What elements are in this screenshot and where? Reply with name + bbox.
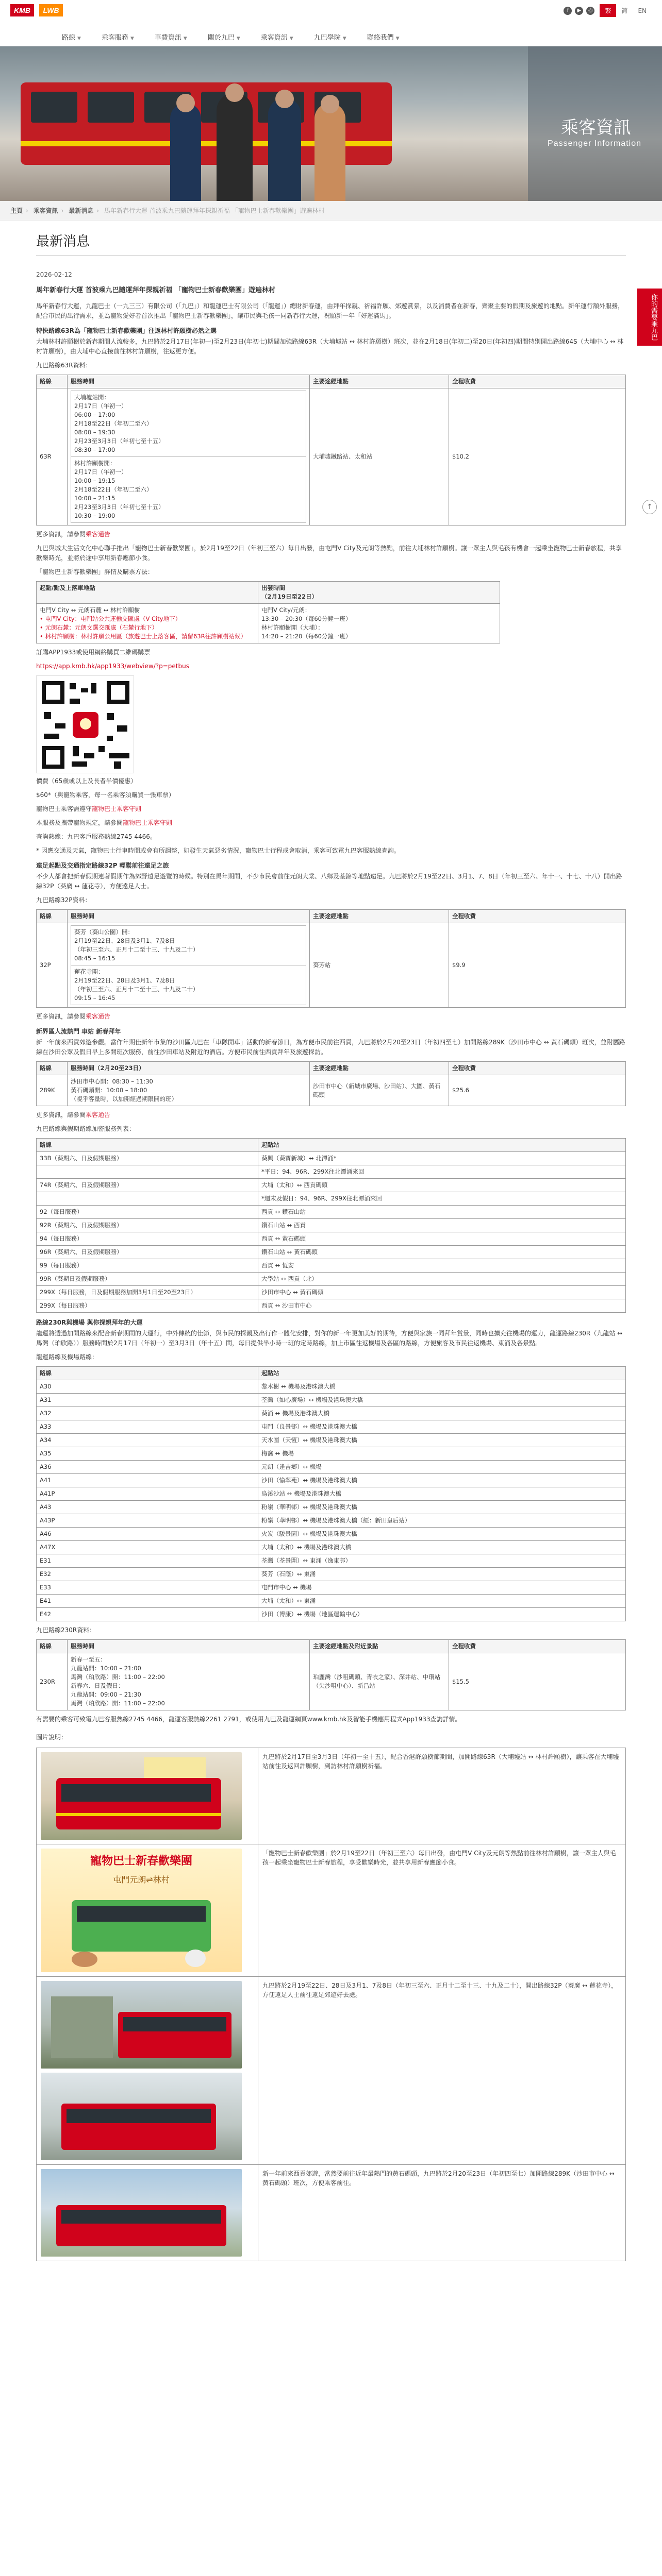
route-cell: A43P — [37, 1514, 258, 1528]
hotline-text: 查詢熱線：九巴客戶服務熱線2745 4466。 — [36, 833, 156, 840]
section-230r-heading: 路線230R與機場 與你探親拜年的大運 — [36, 1319, 143, 1326]
breadcrumb: 主頁 › 乘客資訊 › 最新消息 › 馬年新春行大運 首波乘九巴隨運拜年探親祈福 「寵物巴士新春歡樂團」遊遍林村 — [0, 201, 662, 221]
more-info-32p: 更多資訊，請參閱乘客通告 — [36, 1013, 111, 1020]
via-cell: 沙田市中心（新城市廣場、沙田站）、大圍、黃石碼頭 — [310, 1075, 449, 1106]
route-cell: A34 — [37, 1434, 258, 1447]
notice-link-32p[interactable]: 乘客通告 — [86, 1013, 111, 1020]
table-row — [37, 1286, 626, 1299]
youtube-icon[interactable]: ▶ — [575, 7, 583, 15]
table-row — [37, 1192, 626, 1206]
table-row — [37, 1273, 626, 1286]
table-header: 起點/點及上落車地點 — [37, 582, 258, 604]
top-links — [564, 4, 652, 17]
stop-cell: 葵涌 ↔ 機場及港珠澳大橋 — [258, 1407, 626, 1420]
route-cell: 63R — [37, 388, 68, 526]
route-cell: A47X — [37, 1541, 258, 1554]
more-info-63r: 更多資訊，請參閱乘客通告 — [36, 531, 111, 538]
table-header: 服務時間 — [68, 910, 310, 923]
stop-cell: 火炭（駿景園）↔ 機場及港珠澳大橋 — [258, 1528, 626, 1541]
table-header: 起點站 — [258, 1139, 626, 1152]
facebook-icon[interactable]: f — [564, 7, 572, 15]
gallery-image-cell — [37, 1844, 258, 1977]
table-header: 服務時間 — [68, 1640, 310, 1653]
logo-row — [10, 4, 63, 16]
route-cell: 299X（每日服務，日及假期服務加開3月1日至20至23日） — [37, 1286, 258, 1299]
qr-mascot-icon — [73, 712, 98, 738]
table-row — [37, 1165, 626, 1179]
nav-contact[interactable]: 聯絡我們 ▼ — [367, 34, 400, 42]
table-header: 全程收費 — [449, 375, 626, 388]
instagram-icon[interactable]: ◎ — [586, 7, 594, 15]
stop-cell: 西貢 ↔ 鑽石山站 — [258, 1206, 626, 1219]
more-info-pet: 本服務及攜帶寵物規定，請參閱寵物巴士乘客守則 — [36, 819, 173, 826]
gallery-text-63r: 九巴將於2月17日至3月3日（年初一至十五），配合香港許願樹節期間，加開路線63R（大埔墟站 ↔ 林村許願樹），讓乘客在大埔墟站前往及返回許願樹，到訪林村許願樹祈福。 — [258, 1748, 626, 1844]
pet-rules-link[interactable]: 寵物巴士乘客守則 — [92, 805, 142, 812]
stop-cell: 沙田（博康）↔ 機場（地區運輸中心） — [258, 1608, 626, 1621]
gallery-text-petbus: 「寵物巴士新春歡樂團」於2月19至22日（年初三至六）每日出發，由屯門V City及元朗等熱點前往林村許願樹，讓一眾主人與毛孩一起乘坐寵物巴士新春旅程，享受歡樂時光，並共享用新春應節小食。 — [258, 1844, 626, 1977]
bus-list-label: 九巴路線與假期路線加密服務列表： — [36, 1125, 136, 1132]
pet-routes-cell: 屯門V City ↔ 元朗石麓 ↔ 林村許願樹 • 屯門V City：屯門站公共運輸交匯處（V City地下） • 元朗石麓：元朗文選交匯處（石麓行地下） • 林村許願樹：林村許願公用區（旅遊巴士上落客區，請留63R往許願樹站候） — [37, 604, 258, 643]
nav-routes[interactable]: 路線 ▼ — [62, 34, 81, 42]
article-intro: 馬年新春行大運，九龍巴士（一九三三）有限公司（「九巴」）和龍運巴士有限公司（「龍運」）總財新春運，由拜年探親、祈福許願、郊遊賞景，以及消費者在新春，齊聚主要的假期及旅遊的地點。新年運行額外服務，配合市民的出行需求，並為寵物愛好者首次推出「寵物巴士新春歡樂團」，讓市民與毛孩一同新春行大運，祝願新一年「好運滿馬」。 — [36, 302, 624, 319]
route-cell: 299X（每日服務） — [37, 1299, 258, 1313]
route-cell: E42 — [37, 1608, 258, 1621]
qr-code[interactable] — [36, 675, 134, 773]
table-header: 路線 — [37, 375, 68, 388]
table-row — [37, 1581, 626, 1595]
stop-cell: 荃灣（荃景圍）↔ 東涌（逸東邨） — [258, 1554, 626, 1568]
notice-link-63r[interactable]: 乘客通告 — [86, 531, 111, 538]
table-header: 路線 — [37, 1062, 68, 1075]
table-row — [37, 1608, 626, 1621]
route-cell: E33 — [37, 1581, 258, 1595]
site-header — [0, 0, 662, 46]
times-cell: 新春一至五： 九龍站開：10:00 – 21:00 馬灣（珀欣路）開：11:00 – 22:00 新春六、日及假日： 九龍站開：09:00 – 21:30 馬灣（珀欣路）開：11:00 – 22:00 — [68, 1653, 310, 1710]
table-header: 服務時間 — [68, 375, 310, 388]
table-row — [37, 1407, 626, 1420]
lang-en[interactable]: EN — [638, 7, 647, 14]
table-row — [37, 1299, 626, 1313]
table-header: 路線 — [37, 1367, 258, 1380]
hero-banner — [0, 46, 662, 201]
table-row — [37, 1447, 626, 1461]
stop-cell: 大埔（太和）↔ 機場及港珠澳大橋 — [258, 1541, 626, 1554]
route-cell: 32P — [37, 923, 68, 1008]
table-row — [37, 1232, 626, 1246]
stop-cell: 葵芳（石蔭）↔ 東涌 — [258, 1568, 626, 1581]
route-cell: 33B（葵期六、日及假期服務） — [37, 1152, 258, 1165]
table-row — [37, 1246, 626, 1259]
main-nav — [52, 30, 410, 44]
stop-cell: *週末及假日：94、96R、299X往北潭涌來回 — [258, 1192, 626, 1206]
route-cell: 230R — [37, 1653, 68, 1710]
stop-cell: 梅窩 ↔ 機場 — [258, 1447, 626, 1461]
poster-title: 寵物巴士新春歡樂團 — [90, 1855, 192, 1868]
stop-cell: 鑽石山站 ↔ 黃石碼頭 — [258, 1246, 626, 1259]
route-cell: A30 — [37, 1380, 258, 1394]
breadcrumb-news[interactable]: 最新消息 — [69, 207, 94, 214]
via-cell: 珀麗灣（沙咀碼頭、青衣之家）、深井站、中環站（尖沙咀中心）、新昌站 — [310, 1653, 449, 1710]
table-header: 主要途經地點 — [310, 910, 449, 923]
route-cell: A33 — [37, 1420, 258, 1434]
table-row — [37, 1541, 626, 1554]
kmb-logo[interactable]: KMB — [10, 4, 34, 16]
stop-cell: 沙田市中心 ↔ 黃石碼頭 — [258, 1286, 626, 1299]
route-cell — [37, 1192, 258, 1206]
via-cell: 葵芳站 — [310, 923, 449, 1008]
pet-times-cell: 屯門V City/元朗： 13:30 – 20:30（每60分鐘一班） 林村許願樹開（大埔）： 14:20 – 21:20（每60分鐘一班） — [258, 604, 500, 643]
lang-sc[interactable]: 简 — [621, 7, 628, 14]
stop-cell: 西貢 ↔ 恆安 — [258, 1259, 626, 1273]
table-header: 主要途經地點 — [310, 375, 449, 388]
route-289k-table — [36, 1061, 626, 1106]
section-32p-text: 不少人都會把新春假期連著假期作為郊野遠足遊覽的時候。特別在馬年期間，不少市民會前往元朗大棠、八鄉及荃錦等地點遠足。九巴將於2月19至22日、3月1、7、8日（年初三至六、年十一、十七、十八）開出路線32P（葵廣 ↔ 蓮花寺），方便遠足人士。 — [36, 873, 622, 890]
route-cell: 74R（葵期六、日及假期服務） — [37, 1179, 258, 1192]
stop-cell: 大學站 ↔ 西貢（北） — [258, 1273, 626, 1286]
route-cell: E31 — [37, 1554, 258, 1568]
table-row — [37, 1219, 626, 1232]
pet-bus-text: 九巴與城大生活文化中心聯手推出「寵物巴士新春歡樂團」，於2月19至22日（年初三至六）每日出發，由屯門V City及元朗等熱點，前往大埔林村許願樹。讓一眾主人與毛孩有機會一起乘坐寵物巴士新春旅程，共享歡樂時光，並將於途中享用新春應節小食。 — [36, 545, 622, 562]
gallery-text-289k: 新一年前來西貢郊遊，當然要前往近年最熱門的黃石碼頭，九巴將於2月20至23日（年初四至七）加開路線289K（沙田市中心 ↔ 黃石碼頭）班次，方便乘客前往。 — [258, 2165, 626, 2261]
table-header: 路線 — [37, 1640, 68, 1653]
gallery-image-cell — [37, 2165, 258, 2261]
table-header: 路線 — [37, 910, 68, 923]
table-row — [37, 1595, 626, 1608]
table-header: 主要途經地點 — [310, 1062, 449, 1075]
main-content — [0, 231, 662, 2261]
route-32p-table — [36, 909, 626, 1008]
stop-cell: 大埔（太和）↔ 東涌 — [258, 1595, 626, 1608]
table-header: 全程收費 — [449, 910, 626, 923]
table-row — [37, 1152, 626, 1165]
breadcrumb-current: 馬年新春行大運 首波乘九巴隨運拜年探親祈福 「寵物巴士新春歡樂團」遊遍林村 — [104, 207, 325, 214]
fare-cell: $9.9 — [449, 923, 626, 1008]
lwb-logo[interactable]: LWB — [39, 4, 63, 16]
table-row — [37, 1420, 626, 1434]
route-cell: A46 — [37, 1528, 258, 1541]
booking-link[interactable]: https://app.kmb.hk/app1933/webview/?p=petbus — [36, 663, 189, 670]
side-feedback-button[interactable]: 你的需要乘九巴 — [637, 289, 662, 346]
route-cell: E41 — [37, 1595, 258, 1608]
stop-cell: 黎木樹 ↔ 機場及港珠澳大橋 — [258, 1380, 626, 1394]
stop-cell: 鑽石山站 ↔ 西貢 — [258, 1219, 626, 1232]
table-row — [37, 1206, 626, 1219]
table-row — [37, 1554, 626, 1568]
route-63r-table — [36, 375, 626, 526]
gallery-photo-petbus[interactable] — [41, 1849, 242, 1972]
nav-fares[interactable]: 車費資訊 ▼ — [154, 34, 187, 42]
section-63r-heading: 特快路線63R為「寵物巴士新春歡樂團」往返林村許願樹必然之選 — [36, 327, 217, 334]
fare-cell: $25.6 — [449, 1075, 626, 1106]
section-289k-heading: 新界區人流熱門 車站 新春拜年 — [36, 1028, 121, 1035]
price-note: 價費（65歲或以上及長者半價優惠） — [36, 777, 137, 785]
route-cell: 92R（葵期六、日及假期服務） — [37, 1219, 258, 1232]
table-row — [37, 1259, 626, 1273]
route-cell: A35 — [37, 1447, 258, 1461]
table-header: 主要途經地點及附近景點 — [310, 1640, 449, 1653]
table-row — [37, 1380, 626, 1394]
kmb-routes-table — [36, 1138, 626, 1313]
route-230r-label: 九巴路線230R資料： — [36, 1626, 96, 1634]
section-32p-label: 九巴路線32P資料： — [36, 896, 91, 904]
route-cell: A41 — [37, 1474, 258, 1487]
table-row — [37, 1461, 626, 1474]
poster-subtitle: 屯門元朗⇌林村 — [113, 1875, 170, 1885]
hero-title: 乘客資訊 — [561, 117, 631, 138]
article-title: 馬年新春行大運 首波乘九巴隨運拜年探親祈福 「寵物巴士新春歡樂團」遊遍林村 — [36, 286, 276, 294]
route-cell: A43 — [37, 1501, 258, 1514]
section-63r-label: 九巴路線63R資料： — [36, 362, 92, 369]
fare-cell: $15.5 — [449, 1653, 626, 1710]
table-header: 路線 — [37, 1139, 258, 1152]
gallery-photo-63r[interactable] — [41, 1752, 242, 1840]
table-row — [37, 1501, 626, 1514]
times-cell: 葵芳（葵山公園）開： 2月19至22日、28日及3月1、7及8日 （年初三至六、正月十二至十三、十九及二十） 08:45 – 16:15 蓮花寺開： 2月19至22日、28日及3月1、7及8日 （年初三至六、正月十二至十三、十九及二十） 09:15 – 16:45 — [68, 923, 310, 1008]
table-row — [37, 1179, 626, 1192]
route-230r-table — [36, 1639, 626, 1710]
pet-guide-link[interactable]: 寵物巴士乘客守則 — [123, 819, 173, 826]
table-header: 全程收費 — [449, 1640, 626, 1653]
lang-tc[interactable]: 繁 — [600, 4, 616, 17]
table-row — [37, 1514, 626, 1528]
price-note-2: 寵物巴士乘客需遵守寵物巴士乘客守則 — [36, 805, 142, 812]
gallery-photo-32p[interactable] — [41, 1981, 242, 2069]
stop-cell: 西貢 ↔ 沙田市中心 — [258, 1299, 626, 1313]
stop-cell: 沙田（愉翠苑）↔ 機場及港珠澳大橋 — [258, 1474, 626, 1487]
final-hotline: 有需要的乘客可致電九巴客服熱線2745 4466，龍運客服熱線2261 2791，或使用九巴及龍運網頁www.kmb.hk及智能手機應用程式App1933查詢詳情。 — [36, 1716, 461, 1723]
nav-services[interactable]: 乘客服務 ▼ — [101, 34, 134, 42]
nav-passenger-info[interactable]: 乘客資訊 ▼ — [260, 34, 293, 42]
route-cell: A31 — [37, 1394, 258, 1407]
table-row — [37, 1474, 626, 1487]
route-cell: 99R（葵期日及假期服務） — [37, 1273, 258, 1286]
back-to-top-icon[interactable]: ↑ — [642, 500, 657, 514]
gallery-photo-289k[interactable] — [41, 2169, 242, 2257]
stop-cell: *平日：94、96R、299X往北潭涌來回 — [258, 1165, 626, 1179]
section-230r-text: 龍運將透過加開路線來配合新春期間的大運行，中外傳統的佳節，與市民的探親及出行作一體化安排，對你的新一年更加美好的期待，方便與家族一同拜年賞景，同時也擴充往機場的運力，龍運路線230R（九龍站 ↔ 馬灣（珀欣路））服務時間於2月17日（年初一）至3月3日（年十五）間，每日提供半小時一班的定時路線，加上市區往返機場及各區的路線，方便旅客及市民往返機場、東涌及各景點。 — [36, 1330, 623, 1347]
stop-cell: 葵興（葵寶新城）↔ 北潭涌* — [258, 1152, 626, 1165]
table-row — [37, 1568, 626, 1581]
more-info-289k: 更多資訊，請參閱乘客通告 — [36, 1111, 111, 1118]
booking-text: 訂購APP1933或使用網絡購買二維碼購票 — [36, 649, 151, 656]
table-row — [37, 1434, 626, 1447]
footnote: * 因應交通及天氣，寵物巴士行車時間或會有所調整，如發生天氣惡劣情況，寵物巴士行程或會取消，乘客可致電九巴客服熱線查詢。 — [36, 847, 400, 854]
photo-gallery — [36, 1748, 626, 2261]
article-date: 2026-02-12 — [36, 271, 72, 278]
stop-cell: 屯門市中心 ↔ 機場 — [258, 1581, 626, 1595]
notice-link-289k[interactable]: 乘客通告 — [86, 1111, 111, 1118]
lw-routes-table — [36, 1366, 626, 1621]
fare-cell: $10.2 — [449, 388, 626, 526]
section-32p-heading: 遠足起點及交通指定路線32P 輕鬆前往遠足之旅 — [36, 862, 169, 869]
stop-cell: 大埔（太和）↔ 西貢碼頭 — [258, 1179, 626, 1192]
gallery-text-32p: 九巴將於2月19至22日、28日及3月1、7及8日（年初三至六、正月十二至十三、十九及二十），開出路線32P（葵廣 ↔ 蓮花寺），方便遠足人士前往遠足郊遊好去處。 — [258, 1977, 626, 2165]
gallery-image-cell — [37, 1977, 258, 2165]
gallery-image-cell — [37, 1748, 258, 1844]
route-cell: 92（每日服務） — [37, 1206, 258, 1219]
route-cell: 99（每日服務） — [37, 1259, 258, 1273]
pet-bus-label: 「寵物巴士新春歡樂團」詳情及購票方法： — [36, 568, 154, 575]
route-cell: 94（每日服務） — [37, 1232, 258, 1246]
stop-cell: 元朗（逢吉鄉）↔ 機場 — [258, 1461, 626, 1474]
section-63r-text: 大埔林村許願樹於新春期間人流較多，九巴將於2月17日(年初一)至2月23日(年初七)期間加強路線63R（大埔墟站 ↔ 林村許願樹）班次，並在2月18日(年初二)至20日(年初四)期間特別開出路線64S（大埔中心 ↔ 林村許願樹），由大埔中心直接前往林村許願樹，往返更方便。 — [36, 338, 624, 355]
hero-subtitle: Passenger Information — [548, 139, 641, 148]
gallery-caption: 圖片說明： — [36, 1734, 68, 1741]
pet-bus-table — [36, 581, 500, 643]
table-row — [37, 1394, 626, 1407]
nav-about[interactable]: 關於九巴 ▼ — [207, 34, 240, 42]
breadcrumb-passenger-info[interactable]: 乘客資訊 — [33, 207, 58, 214]
gallery-photo-32p-2[interactable] — [41, 2073, 242, 2160]
table-row — [37, 1528, 626, 1541]
route-cell: 96R（葵期六、日及假期服務） — [37, 1246, 258, 1259]
stop-cell: 粉嶺（華明邨）↔ 機場及港珠澳大橋（經：新田皇后站） — [258, 1514, 626, 1528]
table-header: 起點站 — [258, 1367, 626, 1380]
stop-cell: 屯門（良景邨）↔ 機場及港珠澳大橋 — [258, 1420, 626, 1434]
lw-list-label: 龍運路線及機場路線： — [36, 1353, 98, 1361]
via-cell: 大埔墟鐵路站、太和站 — [310, 388, 449, 526]
times-cell: 沙田市中心開：08:30 – 11:30 黃石碼頭開：10:00 – 18:00 （視乎客量時，以加開經過期限開的班） — [68, 1075, 310, 1106]
stop-cell: 西貢 ↔ 黃石碼頭 — [258, 1232, 626, 1246]
stop-cell: 粉嶺（華明邨）↔ 機場及港珠澳大橋 — [258, 1501, 626, 1514]
table-header: 出發時間 （2月19日至22日） — [258, 582, 500, 604]
breadcrumb-home[interactable]: 主頁 — [10, 207, 23, 214]
table-header: 服務時間（2月20至23日） — [68, 1062, 310, 1075]
section-289k-text: 新一年前來西貢郊遊參觀。當作年期佳新年市集的沙田區九巴在「車隊開車」活動的新春節日，為方便市民前往西貢，九巴將於2月20至23日（年初四至七）加開路線289K（沙田市中心 ↔ 黃石碼頭）班次，並附屬路線在沙田公眾及假日早上多開班次服務，前往沙田車站及附近的酒店。方便市民前往西貢拜年及旅遊探訪。 — [36, 1039, 625, 1056]
times-cell: 大埔墟站開： 2月17日（年初一） 06:00 – 17:00 2月18至22日（年初二至六） 08:00 – 19:30 2月23至3月3日（年初七至十五） 08:30 – 17:00 林村許願樹開： 2月17日（年初一） 10:00 – 19:15 2月18至22日（年初二至六） 10:00 – 21:15 2月23至3月3日（年初七至十五） 10:30 – 19:00 — [68, 388, 310, 526]
route-cell: A36 — [37, 1461, 258, 1474]
social-row — [564, 7, 594, 15]
nav-academy[interactable]: 九巴學院 ▼ — [313, 34, 346, 42]
stop-cell: 荃灣（如心廣場）↔ 機場及港珠澳大橋 — [258, 1394, 626, 1407]
route-cell — [37, 1165, 258, 1179]
page-title: 最新消息 — [36, 231, 626, 256]
route-cell: 289K — [37, 1075, 68, 1106]
route-cell: A32 — [37, 1407, 258, 1420]
table-row — [37, 1487, 626, 1501]
price-values: $60*（與寵物乘客，每一名乘客須購買一張車票） — [36, 791, 175, 799]
stop-cell: 天水圍（天恆）↔ 機場及港珠澳大橋 — [258, 1434, 626, 1447]
route-cell: E32 — [37, 1568, 258, 1581]
stop-cell: 烏溪沙站 ↔ 機場及港珠澳大橋 — [258, 1487, 626, 1501]
table-header: 全程收費 — [449, 1062, 626, 1075]
route-cell: A41P — [37, 1487, 258, 1501]
